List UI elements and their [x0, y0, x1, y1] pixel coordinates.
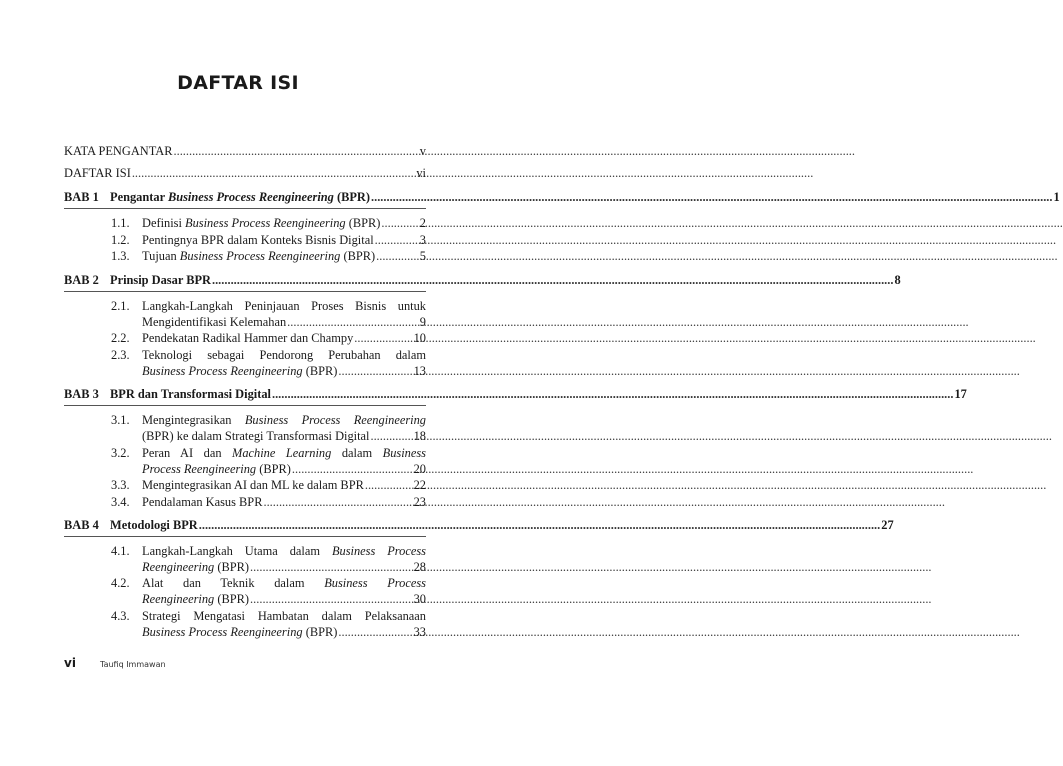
toc-section-item[interactable] [111, 543, 426, 575]
chapter-number: BAB 1 [64, 190, 99, 204]
text-segment: Alat dan Teknik dalam [142, 576, 325, 591]
toc-section-item[interactable] [111, 477, 426, 493]
text-segment: (BPR) [333, 190, 370, 204]
text-segment: Strategi Mengatasi Hambatan dalam Pelaksanaan [142, 608, 426, 623]
entry-text[interactable] [142, 232, 374, 248]
text-segment: Mengintegrasikan [142, 413, 245, 428]
text-segment: Metodologi BPR [110, 517, 198, 532]
entry-text[interactable] [142, 215, 380, 231]
entry-text[interactable] [142, 609, 426, 623]
section-number: 1.2. [111, 232, 130, 247]
toc-front-item[interactable] [64, 162, 426, 184]
section-line [142, 608, 426, 624]
section-body [142, 248, 426, 264]
text-segment: Prinsip Dasar BPR [110, 272, 211, 287]
toc-chapter[interactable] [64, 269, 901, 291]
section-line [142, 477, 426, 493]
section-body [142, 445, 426, 477]
toc-section-item[interactable] [111, 330, 426, 346]
section-body [142, 543, 426, 575]
toc-section-item[interactable] [111, 215, 426, 231]
entry-text[interactable] [142, 428, 369, 444]
chapter-entries [64, 543, 426, 640]
dot-leader [338, 624, 412, 640]
toc-front-label: KATA PENGANTAR [64, 144, 173, 158]
chapter-entries [64, 298, 426, 380]
text-segment: Pendalaman Kasus BPR [142, 494, 263, 509]
toc-page-number: 17 [954, 387, 967, 402]
toc-section-item[interactable] [111, 412, 426, 444]
toc-section-item[interactable] [111, 445, 426, 477]
section-line [142, 298, 426, 314]
text-segment: (BPR) [214, 560, 250, 575]
section-number: 3.2. [111, 445, 130, 460]
section-number: 2.2. [111, 331, 130, 346]
section-number: 4.1. [111, 543, 130, 558]
toc-page-number: 20 [413, 461, 426, 476]
text-segment: (BPR) [256, 461, 291, 476]
text-segment: BPR dan Transformasi Digital [110, 387, 271, 402]
toc-page-number: 18 [413, 429, 426, 444]
chapter-divider [64, 291, 426, 292]
dot-leader [199, 514, 880, 536]
section-line [142, 445, 426, 461]
section-number: 2.1. [111, 298, 130, 313]
toc-page-number: v [419, 144, 426, 158]
entry-text[interactable] [142, 461, 291, 477]
toc-page-number: 27 [881, 517, 894, 532]
section-body [142, 608, 426, 640]
text-segment: (BPR) [345, 216, 381, 230]
section-body [142, 412, 426, 444]
section-body [142, 330, 426, 346]
chapter-divider [64, 536, 426, 537]
entry-text[interactable] [142, 348, 426, 362]
italic-segment: Business Process [331, 543, 427, 558]
italic-segment: Business Process Reengineering [179, 249, 341, 264]
section-body [142, 298, 426, 330]
section-body [142, 347, 426, 379]
section-number: 1.1. [111, 216, 130, 230]
chapter-title-line [110, 269, 901, 291]
section-line [142, 412, 426, 428]
entry-text[interactable] [142, 559, 249, 575]
section-body [142, 215, 426, 231]
entry-text[interactable] [142, 477, 364, 493]
toc-front-item[interactable] [64, 140, 426, 162]
toc-front-label: DAFTAR ISI [64, 166, 131, 180]
toc-section-item[interactable] [111, 298, 426, 330]
text-segment: Tujuan [142, 249, 180, 264]
section-line [142, 347, 426, 363]
dot-leader [287, 314, 419, 330]
italic-segment: Business Process Reengineering [142, 363, 303, 378]
entry-text[interactable] [142, 363, 337, 379]
page-footer [64, 656, 166, 670]
section-line [142, 330, 426, 346]
section-line [142, 232, 426, 248]
dot-leader [370, 428, 412, 444]
section-number: 1.3. [111, 249, 130, 264]
dot-leader [272, 383, 953, 405]
text-segment: Peran AI dan [142, 445, 233, 460]
toc-page-number: vi [416, 166, 426, 180]
entry-text[interactable] [142, 544, 426, 558]
toc-page-number: 8 [894, 272, 901, 287]
text-segment: (BPR) ke dalam Strategi Transformasi Digital [142, 429, 370, 444]
section-line [142, 624, 426, 640]
italic-segment: Business Process Reengineering [185, 216, 346, 230]
entry-text[interactable] [110, 383, 271, 405]
section-line [142, 461, 426, 477]
entry-text[interactable] [142, 624, 337, 640]
section-number: 3.3. [111, 477, 130, 492]
text-segment: Pentingnya BPR dalam Konteks Bisnis Digital [142, 232, 374, 247]
chapter-title-line [110, 383, 967, 405]
text-segment: (BPR) [340, 249, 376, 264]
entry-text[interactable] [142, 494, 262, 510]
toc-section-item[interactable] [111, 575, 426, 607]
section-body [142, 575, 426, 607]
toc-section-item[interactable] [111, 347, 426, 379]
dot-leader [376, 248, 419, 264]
chapter-number: BAB 2 [64, 272, 99, 287]
toc-page-number: 1 [1053, 190, 1060, 204]
toc-page-number: 33 [413, 624, 426, 639]
chapter-title-line [110, 514, 894, 536]
text-segment: Langkah-Langkah Utama dalam [142, 543, 332, 558]
italic-segment: Machine Learning [232, 445, 332, 460]
toc-chapter[interactable] [64, 186, 1060, 208]
toc-chapter[interactable] [64, 514, 894, 536]
toc-section-item[interactable] [111, 608, 426, 640]
italic-segment: Business Process Reengineering [142, 624, 303, 639]
dot-leader [132, 162, 416, 184]
dot-leader [365, 477, 413, 493]
toc-page-number: 5 [419, 249, 426, 264]
text-segment: Langkah-Langkah Peninjauan Proses Bisnis untuk [142, 298, 426, 313]
text-segment: (BPR) [302, 363, 338, 378]
text-segment: (BPR) [302, 624, 338, 639]
chapter-divider [64, 405, 426, 406]
footer-author: Taufiq Immawan [100, 660, 166, 669]
italic-segment: Process Reengineering [142, 461, 257, 476]
page-title: DAFTAR ISI [177, 72, 299, 94]
toc-section-item[interactable] [111, 248, 426, 264]
toc-page-number: 3 [419, 232, 426, 247]
chapter-number: BAB 3 [64, 387, 99, 402]
text-segment: Definisi [142, 216, 186, 230]
italic-segment: Business Process [324, 576, 426, 591]
section-body [142, 477, 426, 493]
dot-leader [263, 494, 412, 510]
dot-leader [381, 215, 418, 231]
text-segment: Mengidentifikasi Kelemahan [142, 314, 287, 329]
italic-segment: Reengineering [142, 592, 215, 607]
dot-leader [250, 591, 413, 607]
chapter-title-line [110, 186, 1060, 208]
entry-text[interactable] [110, 514, 198, 536]
entry-text[interactable] [142, 446, 426, 460]
toc-page-number: 28 [413, 560, 426, 575]
section-body [142, 494, 426, 510]
dot-leader [250, 559, 413, 575]
entry-text[interactable] [142, 413, 426, 427]
section-line [142, 314, 426, 330]
italic-segment: Business [382, 445, 426, 460]
section-line [142, 248, 426, 264]
section-number: 4.3. [111, 608, 130, 623]
section-line [142, 591, 426, 607]
toc-page-number: 10 [413, 331, 426, 346]
section-line [142, 428, 426, 444]
chapter-divider [64, 208, 426, 209]
toc-section-item[interactable] [111, 232, 426, 248]
entry-text[interactable] [110, 269, 211, 291]
section-line [142, 543, 426, 559]
section-number: 3.4. [111, 494, 130, 509]
toc-page-number: 13 [413, 363, 426, 378]
dot-leader [354, 330, 412, 346]
entry-text[interactable] [142, 576, 426, 590]
toc-chapter[interactable] [64, 383, 967, 405]
entry-text[interactable] [142, 314, 286, 330]
italic-segment: Business Process Reengineering [244, 413, 426, 428]
dot-leader [338, 363, 412, 379]
italic-segment: Reengineering [142, 560, 215, 575]
italic-segment: Business Process Reengineering [167, 190, 334, 204]
toc-page-number: 30 [413, 592, 426, 607]
chapter-entries [64, 215, 426, 265]
section-line [142, 494, 426, 510]
section-line [142, 559, 426, 575]
section-line [142, 215, 426, 231]
table-of-contents [64, 140, 1060, 641]
section-number: 2.3. [111, 347, 130, 362]
toc-page-number: 23 [413, 494, 426, 509]
entry-text[interactable] [142, 591, 249, 607]
toc-section-item[interactable] [111, 494, 426, 510]
section-line [142, 575, 426, 591]
entry-text[interactable] [142, 248, 375, 264]
dot-leader [371, 186, 1052, 208]
entry-text[interactable] [142, 299, 426, 313]
entry-text[interactable] [110, 186, 370, 208]
text-segment: Pendekatan Radikal Hammer dan Champy [142, 331, 354, 346]
toc-page-number: 2 [419, 216, 426, 230]
section-number: 4.2. [111, 576, 130, 591]
text-segment: Pengantar [110, 190, 168, 204]
toc-page-number: 9 [419, 314, 426, 329]
text-segment: Teknologi sebagai Pendorong Perubahan dalam [142, 347, 426, 362]
text-segment: Mengintegrasikan AI dan ML ke dalam BPR [142, 477, 364, 492]
toc-page-number: 22 [413, 477, 426, 492]
text-segment: (BPR) [214, 592, 250, 607]
chapter-number: BAB 4 [64, 517, 99, 532]
section-body [142, 232, 426, 248]
dot-leader [174, 140, 419, 162]
dot-leader [212, 269, 893, 291]
section-line [142, 363, 426, 379]
footer-page-number: vi [64, 656, 76, 670]
text-segment: dalam [331, 445, 383, 460]
dot-leader [375, 232, 419, 248]
dot-leader [292, 461, 413, 477]
chapter-entries [64, 412, 426, 510]
entry-text[interactable] [142, 330, 353, 346]
section-number: 3.1. [111, 413, 130, 428]
